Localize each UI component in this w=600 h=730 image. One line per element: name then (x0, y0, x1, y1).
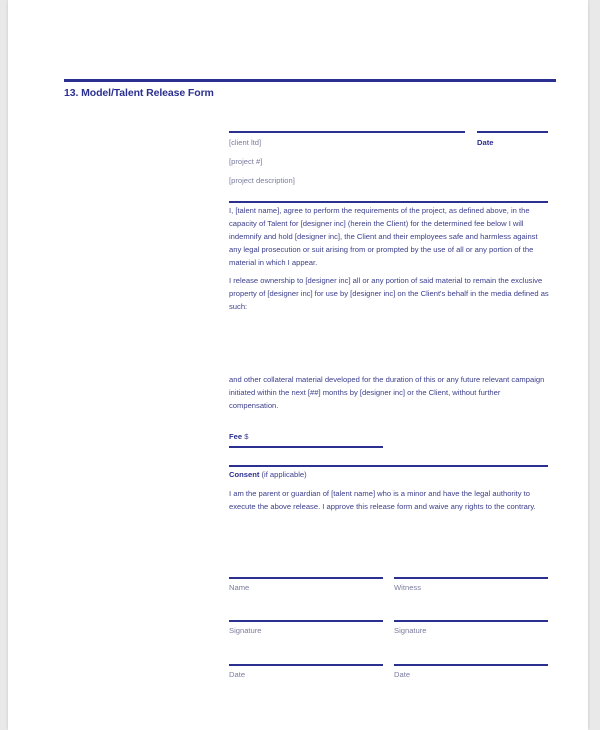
project-number-field[interactable]: [project #] (229, 157, 263, 166)
fee-label: Fee (229, 432, 243, 441)
client-field[interactable]: [client ltd] (229, 138, 262, 147)
consent-heading (229, 469, 307, 482)
client-line (229, 131, 465, 133)
fee-currency: $ (244, 432, 249, 441)
collateral-paragraph: and other collateral material developed for the duration of this or any future relevant campaign initiated within the next [##] months by [designer inc] or the Client, without further compensation. (229, 375, 545, 410)
date-line-left[interactable] (229, 664, 383, 666)
witness-label: Witness (394, 583, 422, 592)
date-line (477, 131, 548, 133)
signature-line-right[interactable] (394, 620, 548, 622)
fee-line[interactable] (229, 446, 383, 448)
ownership-paragraph: I release ownership to [designer inc] all or any portion of said material to remain the exclusive property of [designer inc] for use by [designer inc] on the Client's behalf in the media defined as such: (229, 276, 549, 311)
signature-line-left[interactable] (229, 620, 383, 622)
section-rule (229, 201, 548, 203)
consent-label: Consent (229, 470, 260, 479)
indemnity-paragraph: I, [talent name], agree to perform the requirements of the project, as defined above, in the capacity of Talent for [designer inc] (herein the Client) for the determined fee below I will indemnify and hold [designer inc], the Client and their employees safe and harmless against any legal prosecution or suit arising from or prompted by the use of all or any portion of the material in which I appear. (229, 206, 538, 267)
signature-label-right: Signature (394, 626, 427, 635)
witness-line[interactable] (394, 577, 548, 579)
project-description-field[interactable]: [project description] (229, 176, 295, 185)
document-page (8, 0, 588, 730)
date-label: Date (477, 138, 494, 147)
name-line[interactable] (229, 577, 383, 579)
header-rule (64, 79, 556, 82)
date-label-right: Date (394, 670, 411, 679)
date-label-left: Date (229, 670, 246, 679)
name-label: Name (229, 583, 250, 592)
consent-rule (229, 465, 548, 467)
consent-note: (if applicable) (261, 470, 307, 479)
consent-paragraph: I am the parent or guardian of [talent name] who is a minor and have the legal authority to execute the above release. I approve this release form and waive any rights to the contrary. (229, 489, 536, 511)
date-line-right[interactable] (394, 664, 548, 666)
fee-row (229, 431, 248, 444)
signature-label-left: Signature (229, 626, 262, 635)
form-title: 13. Model/Talent Release Form (64, 87, 214, 99)
